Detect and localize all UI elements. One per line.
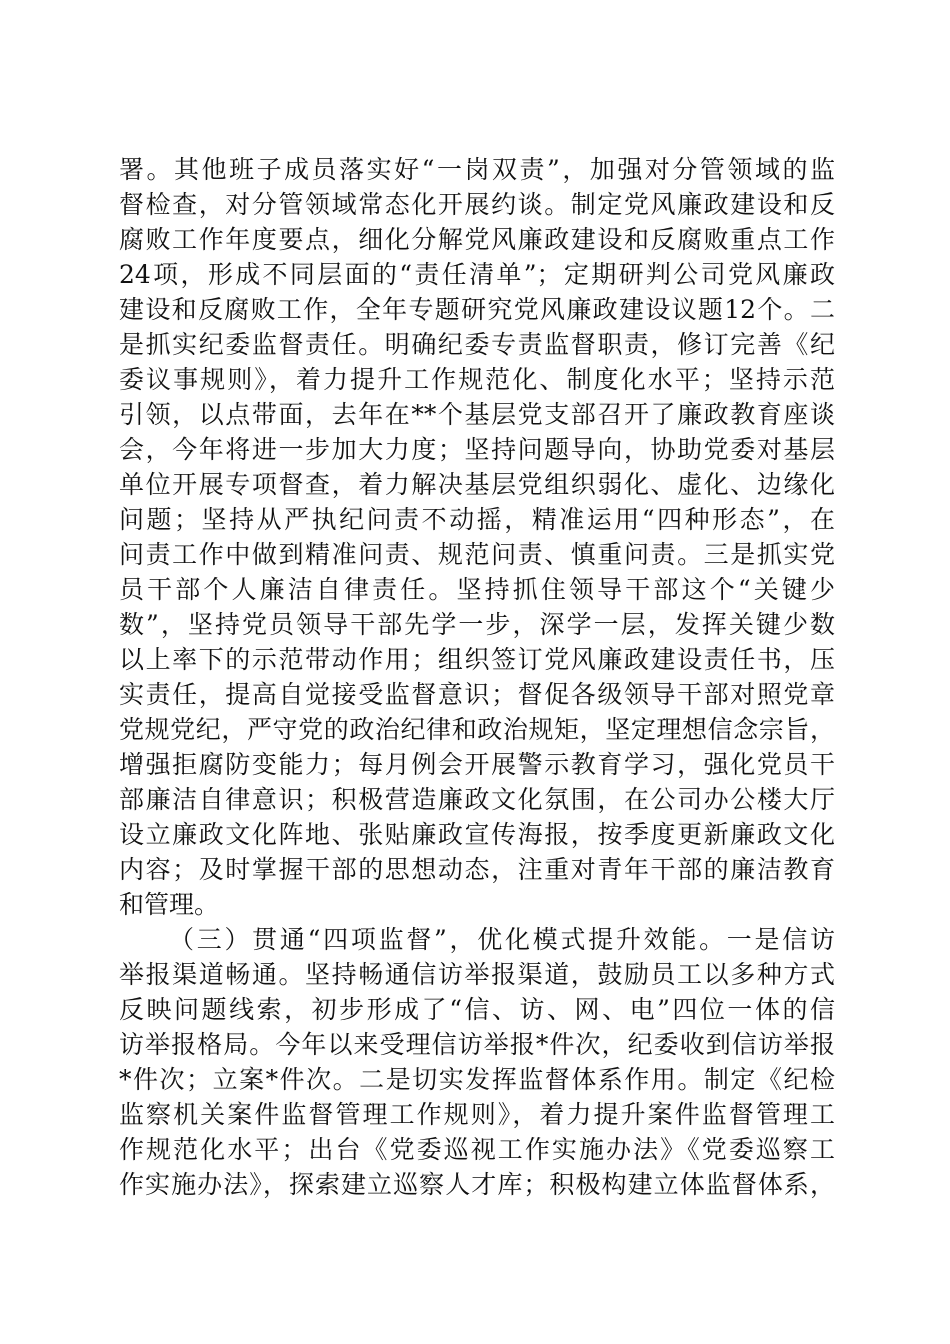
text-line: 数”，坚持党员领导干部先学一步，深学一层，发挥关键少数 — [119, 610, 835, 639]
text-line: 以上率下的示范带动作用；组织签订党风廉政建设责任书，压 — [119, 645, 835, 674]
text-line: 署。其他班子成员落实好“一岗双责”，加强对分管领域的监 — [119, 155, 835, 184]
text-line: 单位开展专项督查，着力解决基层党组织弱化、虚化、边缘化 — [119, 470, 835, 499]
text-line: 党规党纪，严守党的政治纪律和政治规矩，坚定理想信念宗旨， — [119, 715, 835, 744]
text-line: *件次；立案*件次。二是切实发挥监督体系作用。制定《纪检 — [119, 1065, 835, 1094]
text-line: 增强拒腐防变能力；每月例会开展警示教育学习，强化党员干 — [119, 750, 835, 779]
text-line: 问题；坚持从严执纪问责不动摇，精准运用“四种形态”，在 — [119, 505, 835, 534]
text-line: 24项，形成不同层面的“责任清单”；定期研判公司党风廉政 — [119, 260, 835, 289]
section-heading-line: （三）贯通“四项监督”，优化模式提升效能。一是信访 — [169, 925, 835, 954]
text-line: 举报渠道畅通。坚持畅通信访举报渠道，鼓励员工以多种方式 — [119, 960, 835, 989]
text-line: 员干部个人廉洁自律责任。坚持抓住领导干部这个“关键少 — [119, 575, 835, 604]
text-line: 作规范化水平；出台《党委巡视工作实施办法》《党委巡察工 — [119, 1135, 835, 1164]
text-line: 腐败工作年度要点，细化分解党风廉政建设和反腐败重点工作 — [119, 225, 835, 254]
text-line: 反映问题线索，初步形成了“信、访、网、电”四位一体的信 — [119, 995, 835, 1024]
text-line: 实责任，提高自觉接受监督意识；督促各级领导干部对照党章 — [119, 680, 835, 709]
text-line: 委议事规则》，着力提升工作规范化、制度化水平；坚持示范 — [119, 365, 835, 394]
text-line: 督检查，对分管领域常态化开展约谈。制定党风廉政建设和反 — [119, 190, 835, 219]
text-line: 内容；及时掌握干部的思想动态，注重对青年干部的廉洁教育 — [119, 855, 835, 884]
text-line: 建设和反腐败工作，全年专题研究党风廉政建设议题12个。二 — [119, 295, 835, 324]
text-line: 引领，以点带面，去年在**个基层党支部召开了廉政教育座谈 — [119, 400, 835, 429]
text-line: 是抓实纪委监督责任。明确纪委专责监督职责，修订完善《纪 — [119, 330, 835, 359]
text-line: 访举报格局。今年以来受理信访举报*件次，纪委收到信访举报 — [119, 1030, 835, 1059]
text-line: 部廉洁自律意识；积极营造廉政文化氛围，在公司办公楼大厅 — [119, 785, 835, 814]
text-line: 问责工作中做到精准问责、规范问责、慎重问责。三是抓实党 — [119, 540, 835, 569]
body-text — [119, 152, 835, 1202]
text-line: 作实施办法》，探索建立巡察人才库；积极构建立体监督体系， — [119, 1170, 835, 1199]
text-line: 设立廉政文化阵地、张贴廉政宣传海报，按季度更新廉政文化 — [119, 820, 835, 849]
text-line: 会，今年将进一步加大力度；坚持问题导向，协助党委对基层 — [119, 435, 835, 464]
text-line: 和管理。 — [119, 890, 220, 919]
text-line: 监察机关案件监督管理工作规则》，着力提升案件监督管理工 — [119, 1100, 835, 1129]
